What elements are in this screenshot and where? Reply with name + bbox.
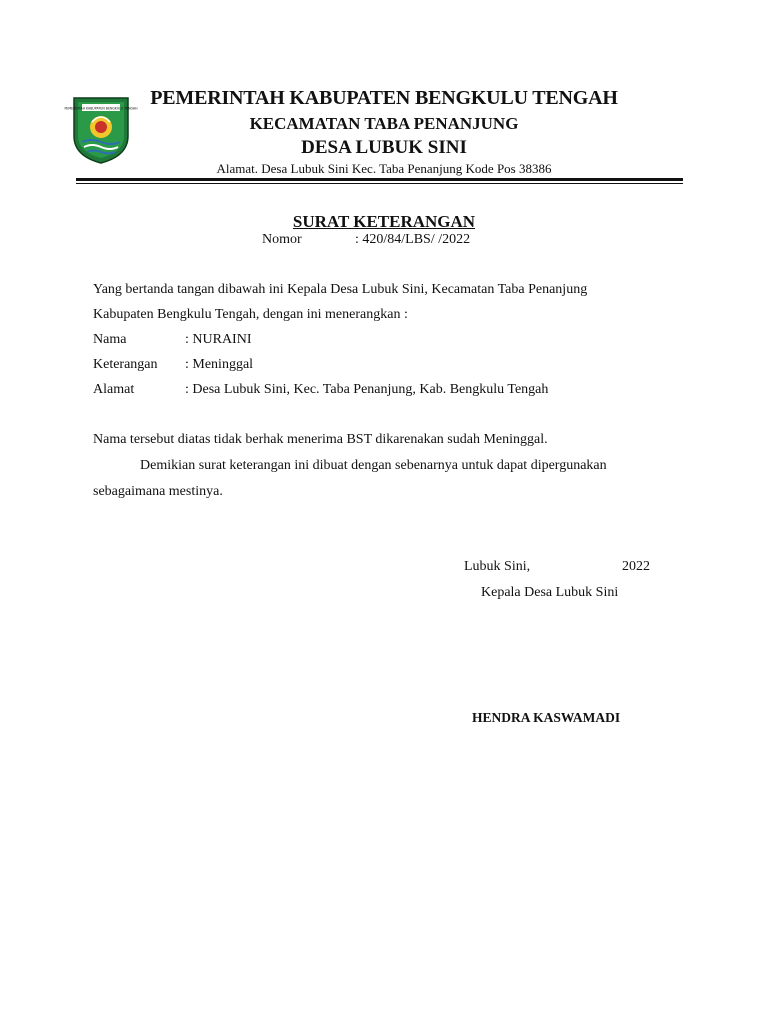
- field-label-address: Alamat: [93, 382, 135, 397]
- letter-number-value: : 420/84/LBS/ /2022: [355, 232, 471, 247]
- district-title: KECAMATAN TABA PENANJUNG: [249, 114, 519, 133]
- header-divider-thin: [76, 183, 683, 184]
- regency-emblem: [64, 92, 138, 164]
- signature-position: Kepala Desa Lubuk Sini: [481, 585, 619, 600]
- village-title: DESA LUBUK SINI: [301, 137, 467, 158]
- field-label-status: Keterangan: [93, 357, 158, 372]
- field-label-name: Nama: [93, 332, 127, 347]
- closing-line-1: Demikian surat keterangan ini dibuat dengan sebenarnya untuk dapat dipergunakan: [140, 458, 607, 473]
- signatory-name: HENDRA KASWAMADI: [472, 710, 621, 725]
- field-value-status: : Meninggal: [185, 357, 254, 372]
- statement-text: Nama tersebut diatas tidak berhak menerima BST dikarenakan sudah Meninggal.: [93, 432, 548, 447]
- signature-place: Lubuk Sini,: [464, 559, 531, 574]
- field-value-address: : Desa Lubuk Sini, Kec. Taba Penanjung, Kab. Bengkulu Tengah: [185, 382, 549, 397]
- field-value-name: : NURAINI: [185, 332, 252, 347]
- signature-year: 2022: [622, 559, 650, 574]
- office-address: Alamat. Desa Lubuk Sini Kec. Taba Penanjung Kode Pos 38386: [216, 161, 552, 176]
- letter-number-label: Nomor: [262, 232, 302, 247]
- closing-line-2: sebagaimana mestinya.: [93, 484, 223, 499]
- intro-line-2: Kabupaten Bengkulu Tengah, dengan ini menerangkan :: [93, 307, 408, 322]
- emblem-shield-icon: [64, 92, 138, 164]
- intro-line-1: Yang bertanda tangan dibawah ini Kepala Desa Lubuk Sini, Kecamatan Taba Penanjung: [93, 282, 588, 297]
- header-divider-thick: [76, 178, 683, 181]
- government-title: PEMERINTAH KABUPATEN BENGKULU TENGAH: [150, 87, 618, 109]
- emblem-text: PEMERINTAH KABUPATEN BENGKULU TENGAH: [64, 106, 138, 111]
- letter-title: SURAT KETERANGAN: [292, 212, 476, 231]
